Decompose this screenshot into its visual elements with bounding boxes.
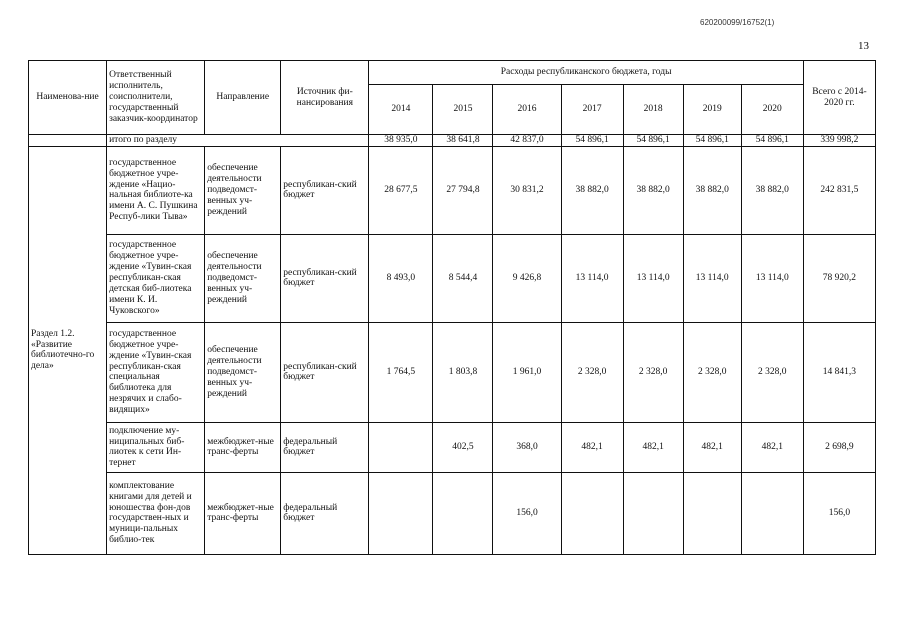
header-year: 2018 bbox=[623, 85, 683, 135]
row-total-cell: 78 920,2 bbox=[803, 234, 875, 322]
total-label: итого по разделу bbox=[107, 135, 369, 147]
value-cell: 2 328,0 bbox=[623, 322, 683, 422]
value-cell bbox=[369, 422, 433, 472]
value-cell: 368,0 bbox=[493, 422, 561, 472]
header-year: 2016 bbox=[493, 85, 561, 135]
value-cell: 482,1 bbox=[741, 422, 803, 472]
value-cell: 2 328,0 bbox=[683, 322, 741, 422]
value-cell: 30 831,2 bbox=[493, 146, 561, 234]
direction-cell: обеспечение деятельности подведомст-венных уч-реждений bbox=[205, 322, 281, 422]
header-name: Наименова-ние bbox=[29, 61, 107, 135]
value-cell: 2 328,0 bbox=[561, 322, 623, 422]
value-cell: 1 961,0 bbox=[493, 322, 561, 422]
value-cell: 9 426,8 bbox=[493, 234, 561, 322]
value-cell: 38 882,0 bbox=[741, 146, 803, 234]
row-total-cell: 14 841,3 bbox=[803, 322, 875, 422]
value-cell: 27 794,8 bbox=[433, 146, 493, 234]
header-year: 2017 bbox=[561, 85, 623, 135]
total-value: 54 896,1 bbox=[561, 135, 623, 147]
value-cell: 482,1 bbox=[561, 422, 623, 472]
executor-cell: государственное бюджетное учре-ждение «Тувин-ская республикан-ская специальная библиотека для незрячих и слабо-видящих» bbox=[107, 322, 205, 422]
value-cell: 38 882,0 bbox=[623, 146, 683, 234]
value-cell: 1 764,5 bbox=[369, 322, 433, 422]
executor-cell: комплектование книгами для детей и юношества фон-дов государствен-ных и муници-пальных библио-тек bbox=[107, 472, 205, 554]
section-name: Раздел 1.2. «Развитие библиотечно-го дела» bbox=[29, 146, 107, 554]
direction-cell: обеспечение деятельности подведомст-венных уч-реждений bbox=[205, 234, 281, 322]
total-value: 38 935,0 bbox=[369, 135, 433, 147]
source-cell: республикан-ский бюджет bbox=[281, 234, 369, 322]
source-cell: федеральный бюджет bbox=[281, 422, 369, 472]
value-cell: 13 114,0 bbox=[683, 234, 741, 322]
header-executor: Ответственный исполнитель, соисполнители, государственный заказчик-координатор bbox=[107, 61, 205, 135]
value-cell bbox=[369, 472, 433, 554]
document-id: 620200099/16752(1) bbox=[700, 18, 775, 27]
header-year: 2019 bbox=[683, 85, 741, 135]
header-year: 2015 bbox=[433, 85, 493, 135]
row-total-cell: 2 698,9 bbox=[803, 422, 875, 472]
row-total-cell: 242 831,5 bbox=[803, 146, 875, 234]
total-value: 54 896,1 bbox=[741, 135, 803, 147]
total-row bbox=[29, 135, 876, 147]
table-row bbox=[29, 234, 876, 322]
value-cell: 13 114,0 bbox=[623, 234, 683, 322]
page-number: 13 bbox=[858, 40, 869, 52]
value-cell bbox=[433, 472, 493, 554]
executor-cell: государственное бюджетное учре-ждение «Нацио-нальная библиоте-ка имени А. С. Пушкина Респуб-лики Тыва» bbox=[107, 146, 205, 234]
source-cell: республикан-ский бюджет bbox=[281, 146, 369, 234]
value-cell bbox=[741, 472, 803, 554]
value-cell: 482,1 bbox=[623, 422, 683, 472]
value-cell: 28 677,5 bbox=[369, 146, 433, 234]
direction-cell: межбюджет-ные транс-ферты bbox=[205, 422, 281, 472]
header-source: Источник фи-нансирования bbox=[281, 61, 369, 135]
value-cell: 38 882,0 bbox=[561, 146, 623, 234]
budget-table bbox=[28, 60, 876, 555]
value-cell: 402,5 bbox=[433, 422, 493, 472]
table-row bbox=[29, 472, 876, 554]
value-cell bbox=[561, 472, 623, 554]
row-total-cell: 156,0 bbox=[803, 472, 875, 554]
header-expenses: Расходы республиканского бюджета, годы bbox=[369, 61, 803, 85]
header-year: 2014 bbox=[369, 85, 433, 135]
table-row bbox=[29, 422, 876, 472]
total-value: 54 896,1 bbox=[623, 135, 683, 147]
value-cell: 13 114,0 bbox=[741, 234, 803, 322]
executor-cell: государственное бюджетное учре-ждение «Тувин-ская республикан-ская детская биб-лиотека имени К. И. Чуковского» bbox=[107, 234, 205, 322]
total-sum: 339 998,2 bbox=[803, 135, 875, 147]
value-cell bbox=[623, 472, 683, 554]
table-row bbox=[29, 322, 876, 422]
value-cell bbox=[683, 472, 741, 554]
source-cell: республикан-ский бюджет bbox=[281, 322, 369, 422]
value-cell: 38 882,0 bbox=[683, 146, 741, 234]
source-cell: федеральный бюджет bbox=[281, 472, 369, 554]
table-row bbox=[29, 146, 876, 234]
executor-cell: подключение му-ниципальных биб-лиотек к сети Ин-тернет bbox=[107, 422, 205, 472]
header-total: Всего с 2014-2020 гг. bbox=[803, 61, 875, 135]
total-value: 54 896,1 bbox=[683, 135, 741, 147]
total-value: 42 837,0 bbox=[493, 135, 561, 147]
value-cell: 1 803,8 bbox=[433, 322, 493, 422]
header-year: 2020 bbox=[741, 85, 803, 135]
value-cell: 482,1 bbox=[683, 422, 741, 472]
header-direction: Направление bbox=[205, 61, 281, 135]
value-cell: 8 493,0 bbox=[369, 234, 433, 322]
value-cell: 2 328,0 bbox=[741, 322, 803, 422]
direction-cell: обеспечение деятельности подведомст-венных уч-реждений bbox=[205, 146, 281, 234]
direction-cell: межбюджет-ные транс-ферты bbox=[205, 472, 281, 554]
value-cell: 156,0 bbox=[493, 472, 561, 554]
empty-cell bbox=[29, 135, 107, 147]
value-cell: 13 114,0 bbox=[561, 234, 623, 322]
value-cell: 8 544,4 bbox=[433, 234, 493, 322]
total-value: 38 641,8 bbox=[433, 135, 493, 147]
